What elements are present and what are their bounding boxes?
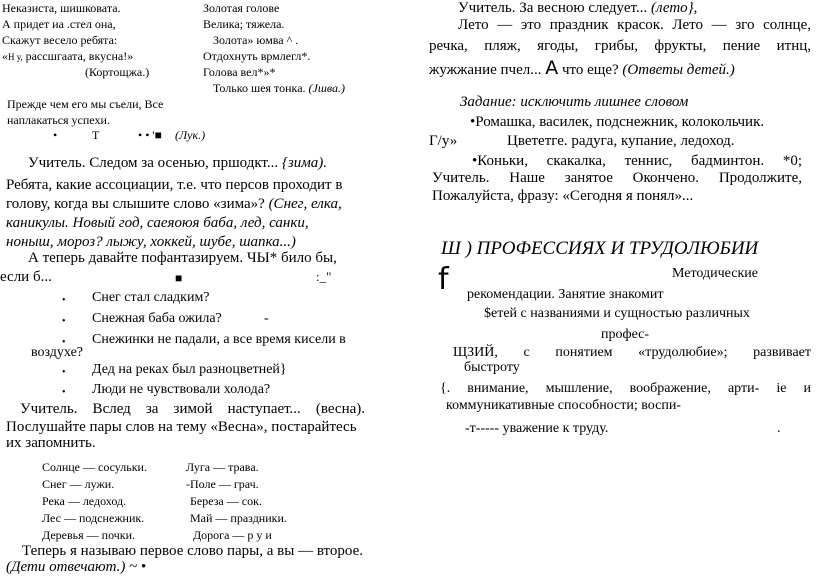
p1-line3-text: голову, когда вы слышите слово «зима»?: [6, 196, 269, 212]
method-line9-dot: .: [777, 421, 781, 436]
r-p1-line4-answer: (Ответы детей.): [622, 62, 735, 78]
question-3: Снежинки не падали, а все время кисели в: [92, 332, 346, 347]
poem2-line4: Отдохнуть врмлегл*.: [203, 49, 311, 63]
pair-left-5: Деревья — почки.: [42, 528, 136, 542]
r-p1-line2: Лето — это праздник красок. Лето — зго солнце,: [458, 17, 811, 33]
poem1-answer: (Кортощжа.): [85, 65, 150, 79]
decorative-f: f: [438, 262, 449, 297]
q3-bullet: •: [62, 337, 66, 348]
method-line7: {. внимание, мышление, воображение, арти- іе и: [440, 381, 811, 396]
method-line3: $етей с названиями и сущностью различных: [484, 306, 750, 321]
question-2-dash: -: [264, 311, 269, 326]
q4-bullet: •: [62, 367, 66, 378]
question-2: Снежная баба ожила?: [92, 311, 222, 326]
p1-line2: Ребята, какие ассоциации, т.е. что персов проходит в: [6, 177, 343, 193]
p2-line2: если б...: [0, 269, 52, 285]
p2-line1: А теперь давайте пофантазируем. ЧЫ* било бы,: [28, 250, 337, 266]
pair-right-2: -Поле — грач.: [186, 477, 259, 491]
p2-mark1: ■: [175, 271, 183, 285]
poem1-line4-quote: «: [2, 49, 8, 63]
r-p1-line1: [458, 0, 697, 17]
r-p1-line4-big: А: [545, 57, 559, 79]
section-heading: Ш ) ПРОФЕССИЯХ И ТРУДОЛЮБИИ: [441, 238, 759, 259]
riddle-line1: Прежде чем его мы съели, Все: [7, 97, 164, 111]
task-line4: Учитель. Наше занятое Окончено. Продолжите,: [432, 170, 802, 186]
pair-left-1: Солнце — сосульки.: [42, 460, 147, 474]
pair-right-5: Дорога — р у и: [193, 528, 272, 542]
p3-line3: их запомнить.: [6, 435, 96, 451]
poem1-line4-rest: рассшгаата, вкусна!»: [22, 49, 134, 63]
task-line1: •Ромашка, василек, подснежник, колокольчик.: [470, 114, 765, 130]
question-5: Люди не чувствовали холода?: [92, 382, 271, 397]
question-1: Снег стал сладким?: [92, 290, 210, 305]
method-line1: Методические: [672, 266, 758, 281]
p2-mark2: :_": [316, 269, 332, 284]
poem2-line3: Золота» юмва ^ .: [213, 33, 299, 47]
r-p1-line4: [429, 57, 735, 79]
question-3-cont: воздухе?: [31, 345, 83, 360]
p3-line1: Учитель. Вслед за зимой наступает... (весна).: [20, 401, 365, 417]
poem1-line4-small: Н у,: [8, 52, 23, 62]
riddle-line2: наплакаться успехи.: [7, 113, 110, 127]
p1-line1-text: Учитель. Следом за осенью, пршодкт...: [28, 155, 282, 171]
pair-right-3: Береза — сок.: [190, 494, 262, 508]
riddle-dots: • • '■: [138, 128, 162, 142]
r-p1-line1-answer: (лето},: [650, 0, 698, 16]
task-line3: •Коньки, скакалка, теннис, бадминтон. *0;: [472, 153, 802, 169]
riddle-bullet: •: [53, 128, 58, 142]
p1-line1-answer: {зима).: [281, 155, 328, 171]
poem1-line1: Неказиста, шишковата.: [2, 1, 121, 15]
method-line6: быстроту: [464, 360, 520, 375]
q5-bullet: •: [62, 387, 66, 398]
poem2-line6-text: Только шея тонка.: [213, 81, 309, 95]
task-title: Задание: исключить лишнее словом: [460, 94, 689, 110]
p1-line5: ноныш, мороз? лыжу, хоккей, шубе, шапка...): [6, 234, 296, 250]
poem1-line2: А придет иа .стел она,: [2, 17, 116, 31]
pair-right-1: Луга — трава.: [186, 460, 259, 474]
poem2-answer: (Jшва.): [308, 81, 346, 95]
p1-line3: [6, 196, 342, 213]
riddle-answer: (Лук.): [175, 128, 206, 142]
poem2-line1: Золотая голове: [203, 1, 280, 15]
p4-line2-answer: (Дети отвечают.): [6, 559, 126, 575]
q2-bullet: •: [62, 316, 66, 327]
method-line9: -т----- уважение к труду.: [465, 421, 609, 436]
p1-line1: [28, 155, 327, 172]
method-line4: профес-: [601, 327, 650, 342]
task-line2: Цвететге. радуга, купание, ледоход.: [507, 133, 735, 149]
poem2-line2: Велика; тяжела.: [203, 17, 285, 31]
task-line5: Пожалуйста, фразу: «Сегодня я понял»...: [432, 188, 694, 204]
method-line2: рекомендации. Занятие знакомит: [467, 287, 664, 302]
pair-left-2: Снег — лужи.: [42, 477, 115, 491]
pair-left-4: Лес — подснежник.: [42, 511, 145, 525]
r-p1-line4-text: жужжание пчел...: [429, 62, 546, 78]
poem1-line3: Скажут весело ребята:: [2, 33, 118, 47]
q1-bullet: •: [62, 295, 66, 306]
poem1-line4: [2, 49, 133, 64]
r-p1-line4-q: что еще?: [558, 62, 623, 78]
poem2-line5: Голова вел*»*: [203, 65, 276, 79]
p3-line2: Послушайте пары слов на тему «Весна», постарайтесь: [6, 419, 357, 435]
poem2-line6: [213, 81, 345, 96]
pair-right-4: Май — праздники.: [190, 511, 287, 525]
r-p1-line3: речка, пляж, ягоды, грибы, фрукты, пение итнц,: [429, 38, 811, 54]
task-line2-prefix: Г/у»: [429, 133, 458, 149]
r-p1-line1-text: Учитель. За весною следует...: [458, 0, 651, 16]
p1-line3-answer: (Снег, елка,: [268, 196, 342, 212]
p4-line2-tail: ~ •: [125, 559, 147, 575]
question-4: Дед на реках был разноцветней}: [92, 362, 287, 377]
p4-line1: Теперь я называю первое слово пары, а вы — второе.: [22, 543, 363, 559]
p4-line2: [6, 559, 146, 576]
riddle-t: Т: [92, 128, 100, 142]
pair-left-3: Река — ледоход.: [42, 494, 127, 508]
method-line5: ЩЗИЙ, с понятием «трудолюбие»; развивает: [453, 345, 811, 360]
p1-line4: каникулы. Новый год, саеяоюя баба, лед, санки,: [6, 215, 309, 231]
method-line8: коммуникативные способности; воспи-: [446, 398, 681, 413]
